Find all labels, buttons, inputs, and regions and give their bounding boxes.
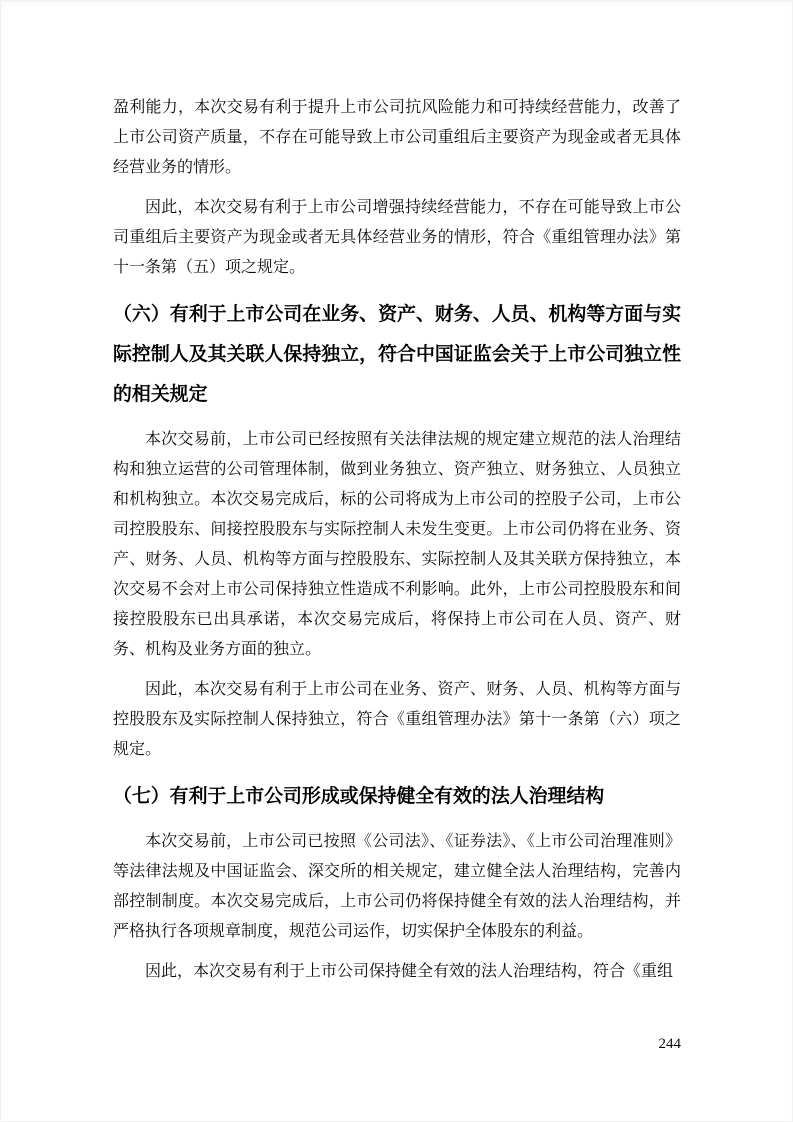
heading-section-7-governance: （七）有利于上市公司形成或保持健全有效的法人治理结构 xyxy=(113,786,605,807)
heading-section-6-independence: （六）有利于上市公司在业务、资产、财务、人员、机构等方面与实际控制人及其关联人保持独立，符合中国证监会关于上市公司独立性的相关规定 xyxy=(113,304,681,405)
paragraph-independence-detail: 本次交易前，上市公司已经按照有关法律法规的规定建立规范的法人治理结构和独立运营的公司管理体制，做到业务独立、资产独立、财务独立、人员独立和机构独立。本次交易完成后，标的公司将成为上市公司的控股子公司，上市公司控股股东、间接控股股东与实际控制人未发生变更。上市公司仍将在业务、资产、财务、人员、机构等方面与控股股东、实际控制人及其关联方保持独立，本次交易不会对上市公司保持独立性造成不利影响。此外，上市公司控股股东和间接控股股东已出具承诺，本次交易完成后，将保持上市公司在人员、资产、财务、机构及业务方面的独立。 xyxy=(113,431,681,658)
page-content xyxy=(113,93,681,997)
paragraph-conclusion-item6: 因此，本次交易有利于上市公司在业务、资产、财务、人员、机构等方面与控股股东及实际控制人保持独立，符合《重组管理办法》第十一条第（六）项之规定。 xyxy=(113,681,681,758)
paragraph-conclusion-item5: 因此，本次交易有利于上市公司增强持续经营能力，不存在可能导致上市公司重组后主要资产为现金或者无具体经营业务的情形，符合《重组管理办法》第十一条第（五）项之规定。 xyxy=(113,199,681,276)
paragraph-governance-conclusion-truncated: 因此，本次交易有利于上市公司保持健全有效的法人治理结构，符合《重组 xyxy=(145,963,674,980)
paragraph-governance-detail: 本次交易前，上市公司已按照《公司法》、《证券法》、《上市公司治理准则》等法律法规及中国证监会、深交所的相关规定，建立健全法人治理结构，完善内部控制制度。本次交易完成后，上市公司仍将保持健全有效的法人治理结构，并严格执行各项规章制度，规范公司运作，切实保护全体股东的利益。 xyxy=(113,833,681,940)
paragraph-profitability-continuation: 盈利能力，本次交易有利于提升上市公司抗风险能力和可持续经营能力，改善了上市公司资产质量，不存在可能导致上市公司重组后主要资产为现金或者无具体经营业务的情形。 xyxy=(113,99,681,176)
page-number: 244 xyxy=(658,1036,681,1052)
